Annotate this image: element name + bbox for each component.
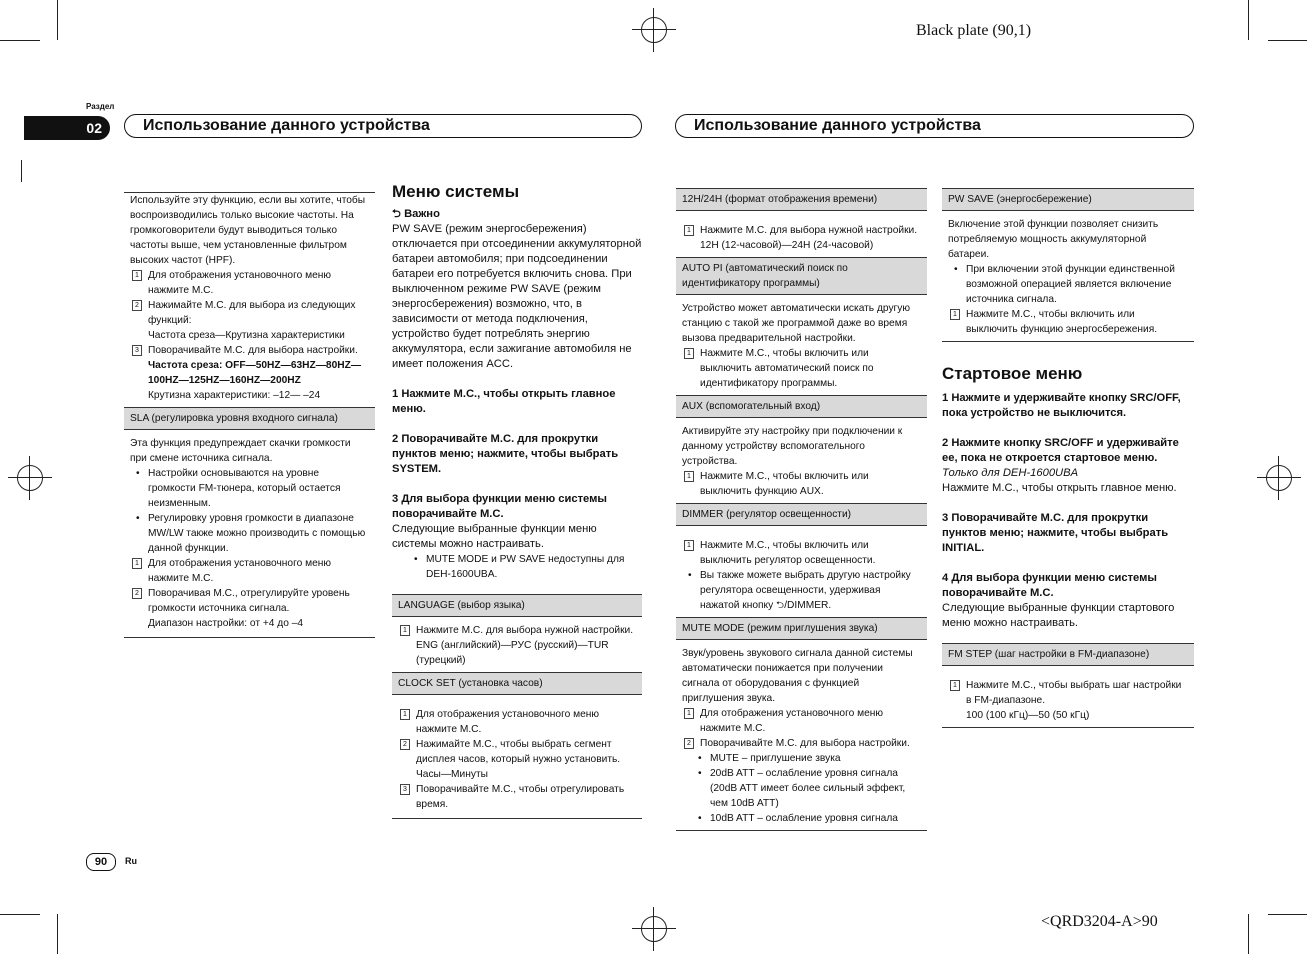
h1224-header: 12H/24H (формат отображения времени) — [676, 188, 927, 211]
sla-step-2: 2 Поворачивая M.C., отрегулируйте уровень громкости источника сигнала. — [130, 586, 369, 616]
mute-step-2: 2 Поворачивайте M.C. для выбора настройки. — [682, 736, 921, 751]
crop-mark — [1248, 0, 1249, 40]
crop-mark — [57, 0, 58, 40]
start-step-3: 3 Поворачивайте M.C. для прокрутки пунктов меню; нажмите, чтобы выбрать INITIAL. — [942, 512, 1169, 554]
sla-header: SLA (регулировка уровня входного сигнала) — [124, 407, 375, 430]
registration-mark-icon — [641, 17, 667, 43]
sla-bullet-2: • Регулировку уровня громкости в диапазоне MW/LW также можно производить с помощью данной функции. — [130, 511, 369, 556]
mute-mode-header: MUTE MODE (режим приглушения звука) — [676, 617, 927, 640]
registration-mark-icon — [1266, 465, 1292, 491]
sla-range: Диапазон настройки: от +4 до –4 — [148, 618, 304, 629]
sla-intro: Эта функция предупреждает скачки громкости при смене источника сигнала. — [130, 438, 351, 464]
fm-step-1: 1 Нажмите M.C., чтобы выбрать шаг настройки в FM-диапазоне. — [948, 678, 1188, 708]
section-number-badge: 02 — [24, 116, 110, 140]
auto-pi-step-1: 1 Нажмите M.C., чтобы включить или выключить автоматический поиск по идентификатору программы. — [682, 346, 921, 391]
auto-pi-intro: Устройство может автоматически искать другую станцию с такой же программой даже во время вызова предварительной настройки. — [682, 303, 910, 344]
crop-mark — [1248, 914, 1249, 954]
mute-option-20db: • 20dB ATT – ослабление уровня сигнала (20dB ATT имеет более сильный эффект, чем 10dB ATT) — [676, 766, 921, 811]
crop-mark — [0, 914, 40, 915]
hpf-intro: Используйте эту функцию, если вы хотите, чтобы воспроизводились только высокие частоты. На громкоговорители будут выводиться только частоты выше, чем установленные фильтром высоких частот (HPF). — [130, 195, 366, 266]
fm-step-options: 100 (100 кГц)—50 (50 кГц) — [966, 710, 1090, 721]
aux-intro: Активируйте эту настройку при подключении к данному устройству вспомогательного устройства. — [682, 426, 903, 467]
mute-option-mute: • MUTE – приглушение звука — [676, 751, 921, 766]
column-2 — [392, 184, 642, 819]
start-step-2-text: Нажмите M.C., чтобы открыть главное меню. — [942, 482, 1177, 494]
start-step-2: 2 Нажмите кнопку SRC/OFF и удерживайте ее, пока не откроется стартовое меню. — [942, 437, 1179, 464]
important-text: PW SAVE (режим энергосбережения) отключается при отсоединении аккумуляторной батареи автомобиля; при подсоединении батареи его потребуется включить снова. При выключенном режиме PW SAVE (режим энергосбережения) возможно, что, в зависимости от метода подключения, устройство будет потреблять энергию аккумулятора, если зажигание автомобиля не имеет положения ACC. — [392, 223, 642, 370]
clock-step-2-detail: Часы—Минуты — [416, 769, 488, 780]
sla-bullet-1: • Настройки основываются на уровне громкости FM-тюнера, который остается неизменным. — [130, 466, 369, 511]
h1224-step-1: 1 Нажмите M.C. для выбора нужной настройки. — [682, 223, 921, 238]
registration-mark-icon — [641, 916, 667, 942]
clock-step-3: 3 Поворачивайте M.C., чтобы отрегулировать время. — [398, 782, 636, 812]
language-header: LANGUAGE (выбор языка) — [392, 594, 642, 617]
dimmer-bullet: • Вы также можете выбрать другую настройку регулятора освещенности, удерживая нажатой кнопку ⮌/DIMMER. — [682, 568, 921, 613]
language-step-1: 1 Нажмите M.C. для выбора нужной настройки. — [398, 623, 636, 638]
sla-step-1: 1 Для отображения установочного меню нажмите M.C. — [130, 556, 369, 586]
start-step-1: 1 Нажмите и удерживайте кнопку SRC/OFF, пока устройство не выключится. — [942, 392, 1181, 419]
column-1 — [124, 192, 375, 638]
crop-mark — [21, 160, 22, 182]
hpf-step-2: 2 Нажимайте M.C. для выбора из следующих функций: — [130, 298, 369, 328]
h1224-options: 12H (12-часовой)—24H (24-часовой) — [700, 240, 874, 251]
aux-header: AUX (вспомогательный вход) — [676, 395, 927, 418]
page-header-left: Использование данного устройства — [124, 114, 642, 138]
mute-option-10db: • 10dB ATT – ослабление уровня сигнала — [676, 811, 921, 826]
language-options: ENG (английский)—РУС (русский)—TUR (турецкий) — [416, 640, 609, 666]
crop-mark — [1268, 40, 1307, 41]
dimmer-header: DIMMER (регулятор освещенности) — [676, 503, 927, 526]
hpf-step-2-detail: Частота среза—Крутизна характеристики — [148, 330, 345, 341]
crop-mark — [1268, 914, 1307, 915]
aux-step-1: 1 Нажмите M.C., чтобы включить или выключить функцию AUX. — [682, 469, 921, 499]
pw-save-bullet: • При включении этой функции единственной возможной операцией является включение источника сигнала. — [948, 262, 1188, 307]
mute-step-1: 1 Для отображения установочного меню нажмите M.C. — [682, 706, 921, 736]
crop-mark — [57, 914, 58, 954]
language-code: Ru — [125, 856, 137, 866]
pw-save-header: PW SAVE (энергосбережение) — [942, 188, 1194, 211]
hpf-step-1: 1 Для отображения установочного меню нажмите M.C. — [130, 268, 369, 298]
page-number-badge: 90 — [86, 853, 116, 871]
page-header-right: Использование данного устройства — [675, 114, 1194, 138]
crop-mark — [0, 40, 40, 41]
dimmer-step-1: 1 Нажмите M.C., чтобы включить или выключить регулятор освещенности. — [682, 538, 921, 568]
registration-mark-icon — [17, 465, 43, 491]
pw-save-intro: Включение этой функции позволяет снизить потребляемую мощность аккумуляторной батареи. — [948, 219, 1159, 260]
section-label: Раздел — [86, 102, 115, 111]
clock-set-header: CLOCK SET (установка часов) — [392, 672, 642, 695]
system-step-3-text: Следующие выбранные функции меню системы можно настраивать. — [392, 523, 597, 550]
hpf-slope-values: Крутизна характеристики: –12— –24 — [148, 390, 321, 401]
hpf-cutoff-values: Частота среза: OFF—50HZ—63HZ—80HZ—100HZ—125HZ—160HZ—200HZ — [148, 360, 362, 386]
plate-label: Black plate (90,1) — [916, 22, 1032, 39]
system-step-2: 2 Поворачивайте M.C. для прокрутки пунктов меню; нажмите, чтобы выбрать SYSTEM. — [392, 433, 619, 475]
auto-pi-header: AUTO PI (автоматический поиск по идентификатору программы) — [676, 257, 927, 295]
pw-save-step-1: 1 Нажмите M.C., чтобы включить или выключить функцию энергосбережения. — [948, 307, 1188, 337]
system-menu-title: Меню системы — [392, 182, 520, 201]
start-step-2-only: Только для DEH-1600UBA — [942, 467, 1079, 479]
clock-step-2: 2 Нажимайте M.C., чтобы выбрать сегмент дисплея часов, который нужно установить. — [398, 737, 636, 767]
important-icon: ⮌ — [392, 208, 401, 220]
system-note-bullet: • MUTE MODE и PW SAVE недоступны для DEH-1600UBA. — [392, 552, 642, 582]
column-3 — [676, 188, 927, 831]
start-menu-title: Стартовое меню — [942, 364, 1083, 383]
start-step-4-text: Следующие выбранные функции стартового меню можно настраивать. — [942, 602, 1175, 629]
hpf-step-3: 3 Поворачивайте M.C. для выбора настройки. — [130, 343, 369, 358]
mute-intro: Звук/уровень звукового сигнала данной системы автоматически понижается при получении сигнала от оборудования с функцией приглушения звука. — [682, 648, 913, 704]
start-step-4: 4 Для выбора функции меню системы поворачивайте M.C. — [942, 572, 1157, 599]
system-step-1: 1 Нажмите M.C., чтобы открыть главное меню. — [392, 388, 616, 415]
fm-step-header: FM STEP (шаг настройки в FM-диапазоне) — [942, 643, 1194, 666]
column-4 — [942, 188, 1194, 728]
system-step-3: 3 Для выбора функции меню системы поворачивайте M.C. — [392, 493, 607, 520]
clock-step-1: 1 Для отображения установочного меню нажмите M.C. — [398, 707, 636, 737]
important-label: ⮌ Важно — [392, 208, 440, 220]
document-code: <QRD3204-A>90 — [1041, 913, 1158, 930]
